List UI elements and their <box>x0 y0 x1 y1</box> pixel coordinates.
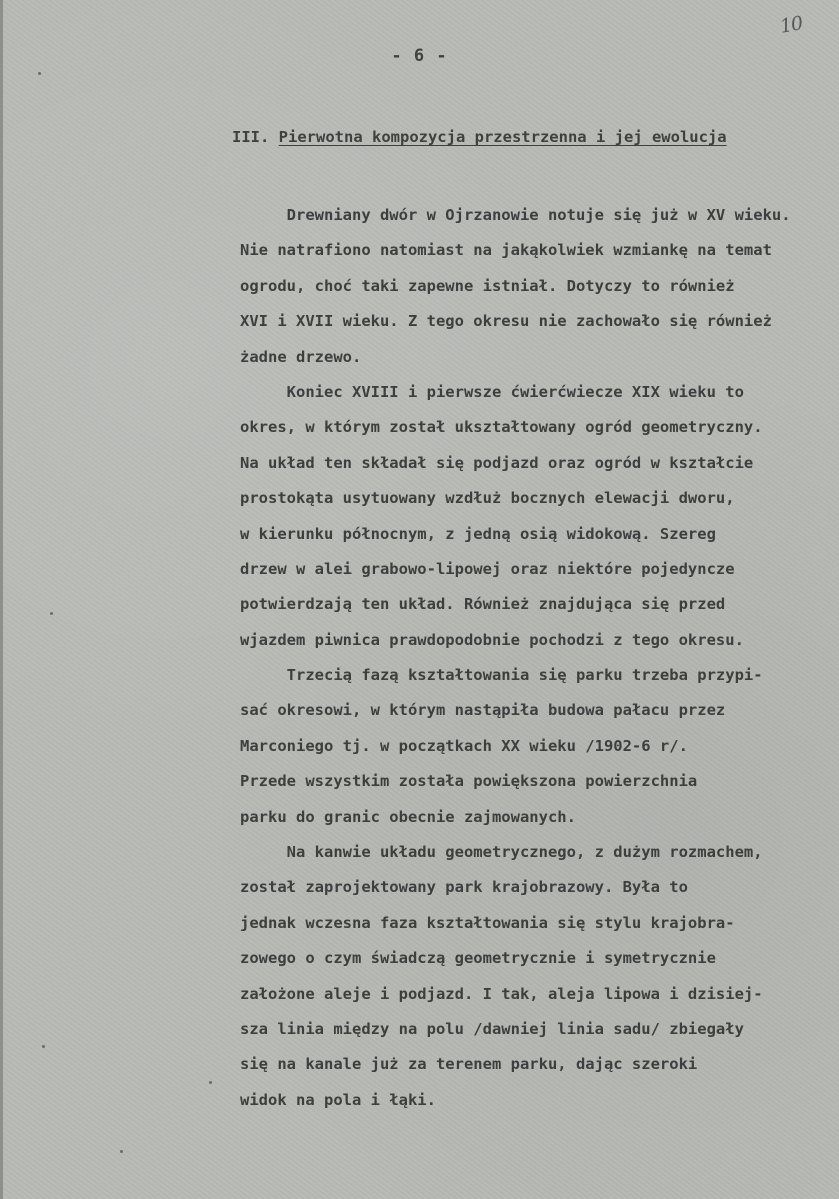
text-line: widok na pola i łąki. <box>240 1090 436 1109</box>
text-line: Marconiego tj. w początkach XX wieku /1902-6 r/. <box>240 736 688 755</box>
handwritten-page-mark: 10 <box>778 12 804 38</box>
text-line: prostokąta usytuowany wzdłuż bocznych elewacji dworu, <box>240 489 735 508</box>
text-line: został zaprojektowany park krajobrazowy. Była to <box>240 878 688 897</box>
text-line: Na układ ten składał się podjazd oraz ogród w kształcie <box>240 453 754 472</box>
text-line: się na kanale już za terenem parku, dając szeroki <box>240 1055 698 1074</box>
text-line: w kierunku północnym, z jedną osią widokową. Szereg <box>240 524 716 543</box>
section-number: III. <box>232 128 270 146</box>
text-line: żadne drzewo. <box>240 347 362 366</box>
body-text <box>240 198 830 1118</box>
paper-speck <box>50 612 53 615</box>
section-heading <box>232 128 727 146</box>
text-line: jednak wczesna faza kształtowania się stylu krajobra- <box>240 913 735 932</box>
text-line: Na kanwie układu geometrycznego, z dużym rozmachem, <box>240 843 763 862</box>
text-line: drzew w alei grabowo-lipowej oraz niektóre pojedyncze <box>240 559 735 578</box>
text-line: okres, w którym został ukształtowany ogród geometryczny. <box>240 418 763 437</box>
page-number: - 6 - <box>391 46 448 66</box>
text-line: Drewniany dwór w Ojrzanowie notuje się już w XV wieku. <box>240 206 791 224</box>
text-line: Trzecią fazą kształtowania się parku trzeba przypi- <box>240 666 763 685</box>
section-title: Pierwotna kompozycja przestrzenna i jej ewolucja <box>278 128 727 146</box>
text-line: Przede wszystkim została powiększona powierzchnia <box>240 772 698 791</box>
text-line: zowego o czym świadczą geometrycznie i symetrycznie <box>240 949 716 968</box>
text-line: XVI i XVII wieku. Z tego okresu nie zachowało się również <box>240 312 772 331</box>
text-line: wjazdem piwnica prawdopodobnie pochodzi z tego okresu. <box>240 630 744 649</box>
text-line: założone aleje i podjazd. I tak, aleja lipowa i dzisiej- <box>240 984 763 1003</box>
text-line: Koniec XVIII i pierwsze ćwierćwiecze XIX wieku to <box>240 382 744 401</box>
paper-speck <box>38 72 41 75</box>
text-line: sza linia między na polu /dawniej linia sadu/ zbiegały <box>240 1019 744 1038</box>
paper-speck <box>42 1045 45 1048</box>
paper-speck <box>209 1081 212 1084</box>
paper-edge <box>0 0 3 1199</box>
text-line: parku do granic obecnie zajmowanych. <box>240 807 576 826</box>
text-line: ogrodu, choć taki zapewne istniał. Dotyczy to również <box>240 276 735 295</box>
text-line: sać okresowi, w którym nastąpiła budowa pałacu przez <box>240 701 726 720</box>
paper-speck <box>120 1150 123 1153</box>
text-line: Nie natrafiono natomiast na jakąkolwiek wzmiankę na temat <box>240 241 772 260</box>
text-line: potwierdzają ten układ. Również znajdująca się przed <box>240 595 726 614</box>
